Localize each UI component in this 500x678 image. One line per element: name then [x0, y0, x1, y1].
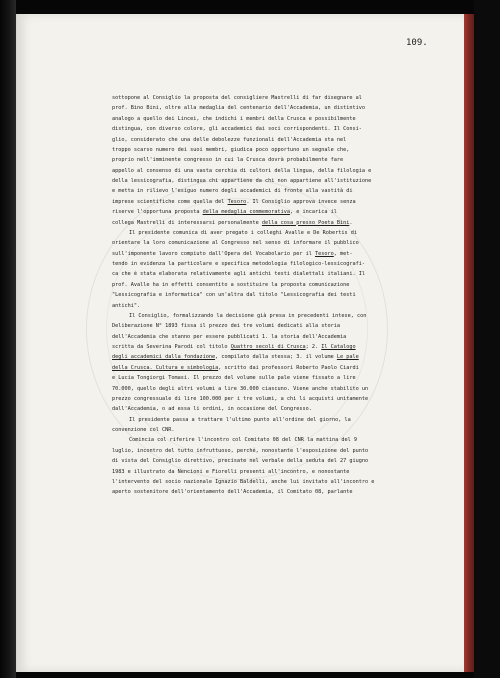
text-line: analogo a quello dei Lincei, che indichi i membri della Crusca e possibilmente [112, 115, 356, 122]
text-line: luglio, incontro del tutto infruttuoso, perché, nonostante l'esposizione del punto [112, 447, 369, 454]
text-line: glio, considerato che una delle debolezze funzionali dell'Accademia sta nel [112, 136, 347, 143]
text-line: Comincia col riferire l'incontro col Comitato 08 del CNR la mattina del 9 [129, 437, 357, 444]
text-line: dell'Accademia che stanno per essere pubblicati 1. la storia dell'Accademia [112, 333, 347, 340]
text-line: aperto sostenitore dell'orientamento dell'Accademia, il Comitato 08, parlante [112, 489, 353, 496]
text-line: antichi". [112, 302, 141, 309]
text-line: "Lessicografia e informatica" con un'altra dal titolo "Lessicografia dei testi [112, 292, 356, 299]
text-line: Il presidente comunica di aver pregato i colleghi Avalle e De Robertis di [129, 229, 357, 236]
text-line: collega Mastrelli di interessarsi personalmente della cosa presso Poeta Bini. [112, 219, 353, 226]
text-line: troppo scarso numero dei suoi membri, giudica poco opportuno un segnale che, [112, 146, 350, 153]
red-binding-edge [464, 14, 474, 672]
body-text [112, 93, 404, 498]
text-line: della Crusca. Cultura e simbologia, scritto dai professori Roberto Paolo Ciardi [112, 364, 359, 371]
text-line: convenzione col CNR. [112, 427, 175, 433]
text-line: proprio nell'imminente congresso in cui la Crusca dovrà probabilmente fare [112, 157, 344, 164]
paragraph [112, 228, 404, 311]
text-line: sottopone al Consiglio la proposta del consigliere Mastrelli di far disegnare al [112, 95, 362, 101]
text-line: riserve l'opportuna proposta della medaglia commemorativa, e incarica il [112, 209, 337, 216]
text-line: tendo in evidenza la particolare e specifica metodologia filologico-lessicografi- [112, 261, 365, 267]
text-line: di vista del Consiglio direttivo, precisate nel verbale della seduta del 27 giugno [112, 458, 369, 465]
text-line: dall'Accademia, o ad essa li ordini, in occasione del Congresso. [112, 406, 312, 413]
paragraph [112, 435, 404, 497]
paragraph [112, 311, 404, 415]
text-line: prof. Avalle ha in effetti consentito a sostituire la proposta comunicazione [112, 281, 350, 288]
text-line: orientare la loro comunicazione al Congresso nel senso di informare il pubblico [112, 240, 359, 247]
text-line: prof. Bino Bini, oltre alla medaglia del centenario dell'Accademia, un distintivo [112, 105, 365, 112]
left-page-edge [0, 0, 16, 678]
paragraph [112, 415, 404, 436]
text-line: Deliberazione N° 1893 fissa il prezzo dei tre volumi dedicati alla storia [112, 323, 340, 330]
text-line: ca che è stata elaborata relativamente agli antichi testi dialettali italiani. Il [112, 271, 365, 278]
text-line: Il Consiglio, formalizzando la decisione già presa in precedenti intese, con [129, 312, 367, 319]
text-line: imprese scientifiche come quella del Tesoro. Il Consiglio approva invece senza [112, 198, 356, 205]
text-line: e Lucia Tongiorgi Tomasi. Il prezzo del volume sulle pale viene fissato a lire [112, 375, 356, 382]
text-line: della lessicografia, distingua chi appartiene da chi non appartiene all'istituzione [112, 178, 372, 184]
text-line: 1983 e illustrato da Nencioni e Fiorelli presenti all'incontro, e nonostante [112, 468, 350, 475]
text-line: l'intervento del socio nazionale Ignazio Baldelli, anche lui invitato all'incontro e [112, 478, 375, 485]
text-line: appello al consenso di una vasta cerchia di cultori della lingua, della filologia e [112, 167, 372, 174]
page-number: 109. [406, 38, 428, 48]
text-line: Il presidente passa a trattare l'ultimo punto all'ordine del giorno, la [129, 416, 351, 423]
paragraph [112, 93, 404, 228]
text-line: distingua, con diverso colore, gli accademici dai soci corrispondenti. Il Consi- [112, 126, 362, 133]
text-line: sull'imponente lavoro compiuto dall'Opera del Vocabolario per il Tesoro, met- [112, 250, 353, 257]
text-line: scritta da Severina Parodi col titolo Quattro secoli di Crusca; 2. Il Catalogo [112, 344, 356, 350]
text-line: e metta in rilievo l'esiguo numero degli accademici di fronte alla vastità di [112, 188, 353, 195]
text-line: prezzo congressuale di lire 100.000 per i tre volumi, a chi li acquisti unitamente [112, 395, 369, 402]
right-background [474, 0, 500, 678]
text-line: 70.000, quello degli altri volumi a lire 30.000 ciascuno. Viene anche stabilito un [112, 385, 369, 392]
text-line: degli accademici dalla fondazione, compilato dalla stessa; 3. il volume Le pale [112, 354, 359, 361]
